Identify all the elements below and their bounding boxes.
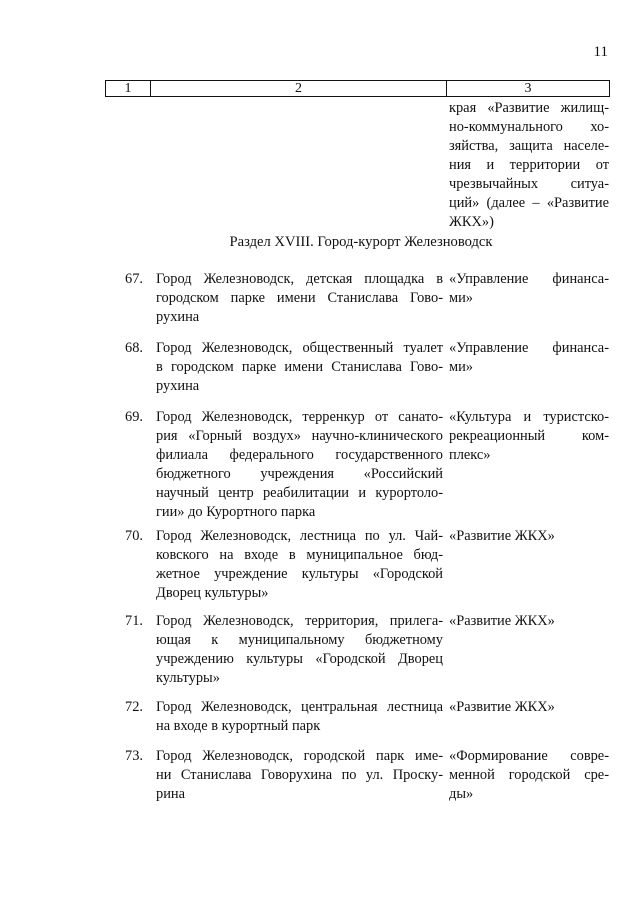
text-line: ковского на входе в муниципальное бюд- [156,547,443,563]
text-line: Город Железноводск, городской парк име- [156,748,443,764]
row-description [156,612,443,688]
text-line: рина [156,786,185,802]
text-line: «Развитие ЖКХ» [449,528,555,544]
row-description [156,527,443,603]
row-description [156,339,443,396]
row-number: 72. [125,699,143,715]
row-responsible [449,270,609,308]
table-header [105,80,610,97]
row-number: 71. [125,613,143,629]
header-col-2: 2 [151,81,447,96]
row-number: 70. [125,528,143,544]
text-line: «Развитие ЖКХ» [449,699,555,715]
continued-responsible-text [449,99,609,232]
text-line: плекс» [449,447,491,463]
text-line: городском парке имени Станислава Гово- [156,290,443,306]
text-line: научный центр реабилитации и курортоло- [156,485,443,501]
text-line: Город Железноводск, детская площадка в [156,271,443,287]
section-title: Раздел XVIII. Город-курорт Железноводск [229,234,493,250]
text-line: «Формирование совре- [449,748,609,764]
row-responsible [449,527,609,546]
text-line: Город Железноводск, терренкур от санато- [156,409,443,425]
text-line: ций» (далее – «Развитие [449,195,609,211]
row-responsible [449,612,609,631]
text-line: гии» до Курортного парка [156,504,316,520]
row-responsible [449,698,609,717]
row-number: 73. [125,748,143,764]
text-line: Город Железноводск, территория, прилега- [156,613,443,629]
text-line: Город Железноводск, центральная лестница [156,699,443,715]
row-responsible [449,747,609,804]
text-line: учреждению культуры «Городской Дворец [156,651,443,667]
text-line: жетное учреждение культуры «Городской [156,566,443,582]
text-line: зяйства, защита населе- [449,138,609,154]
text-line: но-коммунального хо- [449,119,609,135]
text-line: «Управление финанса- [449,340,609,356]
row-number: 67. [125,271,143,287]
text-line: ЖКХ») [449,214,494,230]
text-line: чрезвычайных ситуа- [449,176,609,192]
text-line: ни Станислава Говорухина по ул. Проску- [156,767,443,783]
row-responsible [449,339,609,377]
row-description [156,698,443,736]
text-line: в городском парке имени Станислава Гово- [156,359,443,375]
row-description [156,270,443,327]
text-line: культуры» [156,670,220,686]
page-number: 11 [593,44,608,60]
row-responsible [449,408,609,465]
text-line: Город Железноводск, общественный туалет [156,340,443,356]
text-line: ми» [449,359,474,375]
text-line: ды» [449,786,474,802]
header-col-1: 1 [106,81,151,96]
row-number: 69. [125,409,143,425]
row-number: 68. [125,340,143,356]
text-line: ния и территории от [449,157,609,173]
text-line: рухина [156,309,200,325]
header-col-3: 3 [524,81,532,96]
text-line: «Управление финанса- [449,271,609,287]
text-line: ющая к муниципальному бюджетному [156,632,443,648]
text-line: филиала федерального государственного [156,447,443,463]
text-line: Дворец культуры» [156,585,269,601]
text-line: ми» [449,290,474,306]
text-line: бюджетного учреждения «Российский [156,466,443,482]
text-line: менной городской сре- [449,767,609,783]
text-line: на входе в курортный парк [156,718,321,734]
text-line: Город Железноводск, лестница по ул. Чай- [156,528,443,544]
text-line: рия «Горный воздух» научно-клинического [156,428,443,444]
text-line: края «Развитие жилищ- [449,100,609,116]
row-description [156,747,443,804]
row-description [156,408,443,522]
text-line: «Культура и туристско- [449,409,609,425]
text-line: рекреационный ком- [449,428,609,444]
text-line: «Развитие ЖКХ» [449,613,555,629]
text-line: рухина [156,378,200,394]
